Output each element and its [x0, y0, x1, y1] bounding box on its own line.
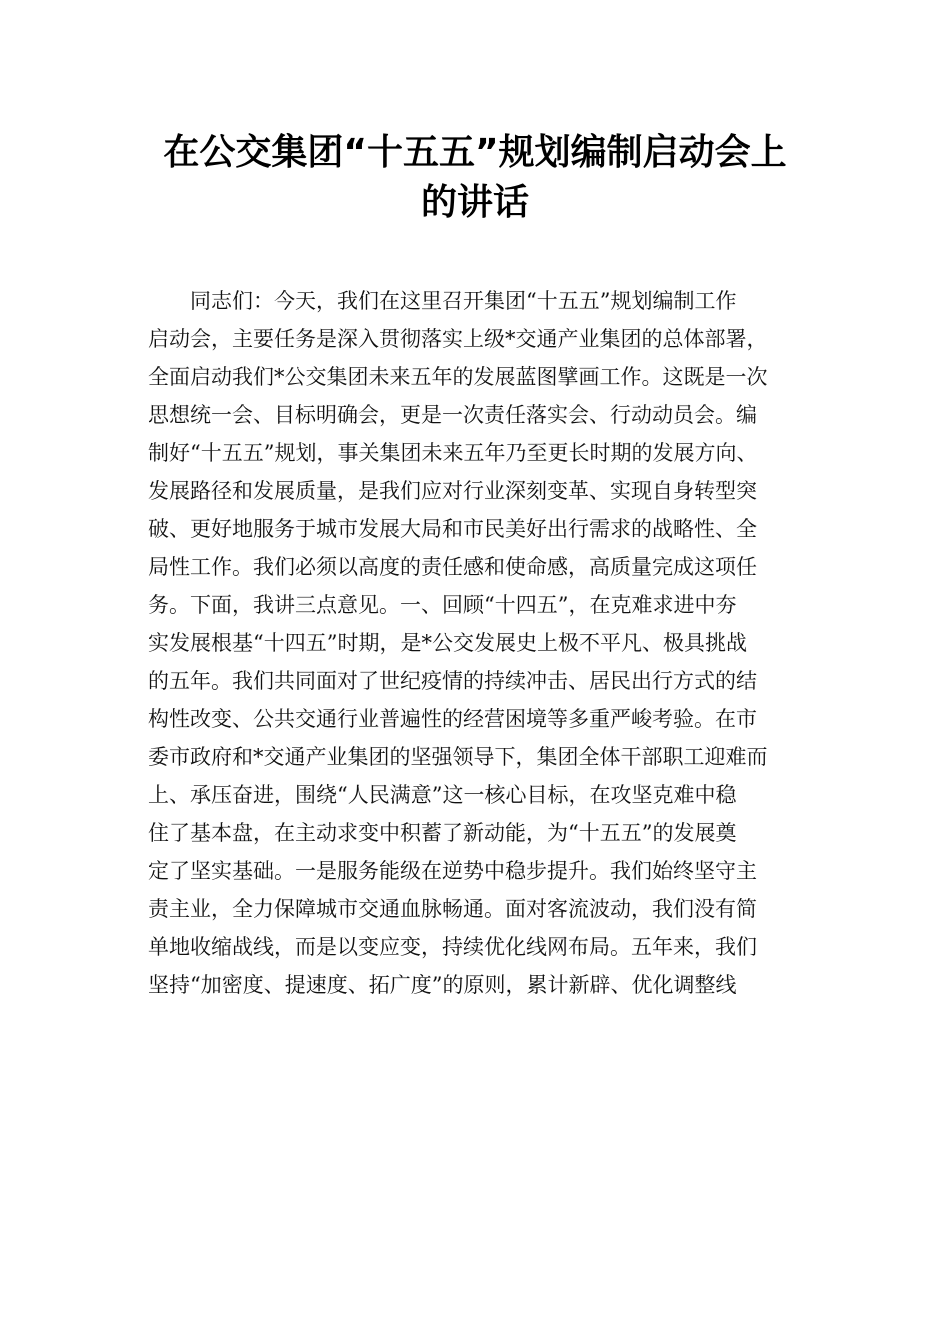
body-line: 上、承压奋进，围绕“人民满意”这一核心目标，在攻坚克难中稳 [148, 783, 737, 807]
body-line: 同志们：今天，我们在这里召开集团“十五五”规划编制工作 [190, 289, 737, 313]
body-line: 住了基本盘，在主动求变中积蓄了新动能，为“十五五”的发展奠 [148, 821, 737, 845]
body-line: 责主业，全力保障城市交通血脉畅通。面对客流波动，我们没有简 [148, 897, 757, 921]
document-title [120, 128, 830, 228]
body-line: 启动会，主要任务是深入贯彻落实上级*交通产业集团的总体部署， [148, 327, 768, 351]
body-line: 定了坚实基础。一是服务能级在逆势中稳步提升。我们始终坚守主 [148, 859, 757, 883]
title-line-2: 的讲话 [420, 182, 529, 223]
body-line: 局性工作。我们必须以高度的责任感和使命感，高质量完成这项任 [148, 555, 757, 579]
body-line: 单地收缩战线，而是以变应变，持续优化线网布局。五年来，我们 [148, 935, 757, 959]
body-line: 实发展根基“十四五”时期，是*公交发展史上极不平凡、极具挑战 [148, 631, 747, 655]
speech-body [148, 282, 828, 1004]
body-line: 委市政府和*交通产业集团的坚强领导下，集团全体干部职工迎难而 [148, 745, 768, 769]
body-line: 破、更好地服务于城市发展大局和市民美好出行需求的战略性、全 [148, 517, 757, 541]
body-line: 全面启动我们*公交集团未来五年的发展蓝图擘画工作。这既是一次 [148, 365, 768, 389]
body-line: 务。下面，我讲三点意见。一、回顾“十四五”，在克难求进中夯 [148, 593, 737, 617]
title-line-1: 在公交集团“十五五”规划编制启动会上 [163, 132, 787, 173]
body-line: 构性改变、公共交通行业普遍性的经营困境等多重严峻考验。在市 [148, 707, 757, 731]
body-line: 坚持“加密度、提速度、拓广度”的原则，累计新辟、优化调整线 [148, 973, 737, 997]
body-line: 的五年。我们共同面对了世纪疫情的持续冲击、居民出行方式的结 [148, 669, 757, 693]
body-line: 发展路径和发展质量，是我们应对行业深刻变革、实现自身转型突 [148, 479, 757, 503]
body-line: 制好“十五五”规划，事关集团未来五年乃至更长时期的发展方向、 [148, 441, 758, 465]
body-line: 思想统一会、目标明确会，更是一次责任落实会、行动动员会。编 [148, 403, 757, 427]
